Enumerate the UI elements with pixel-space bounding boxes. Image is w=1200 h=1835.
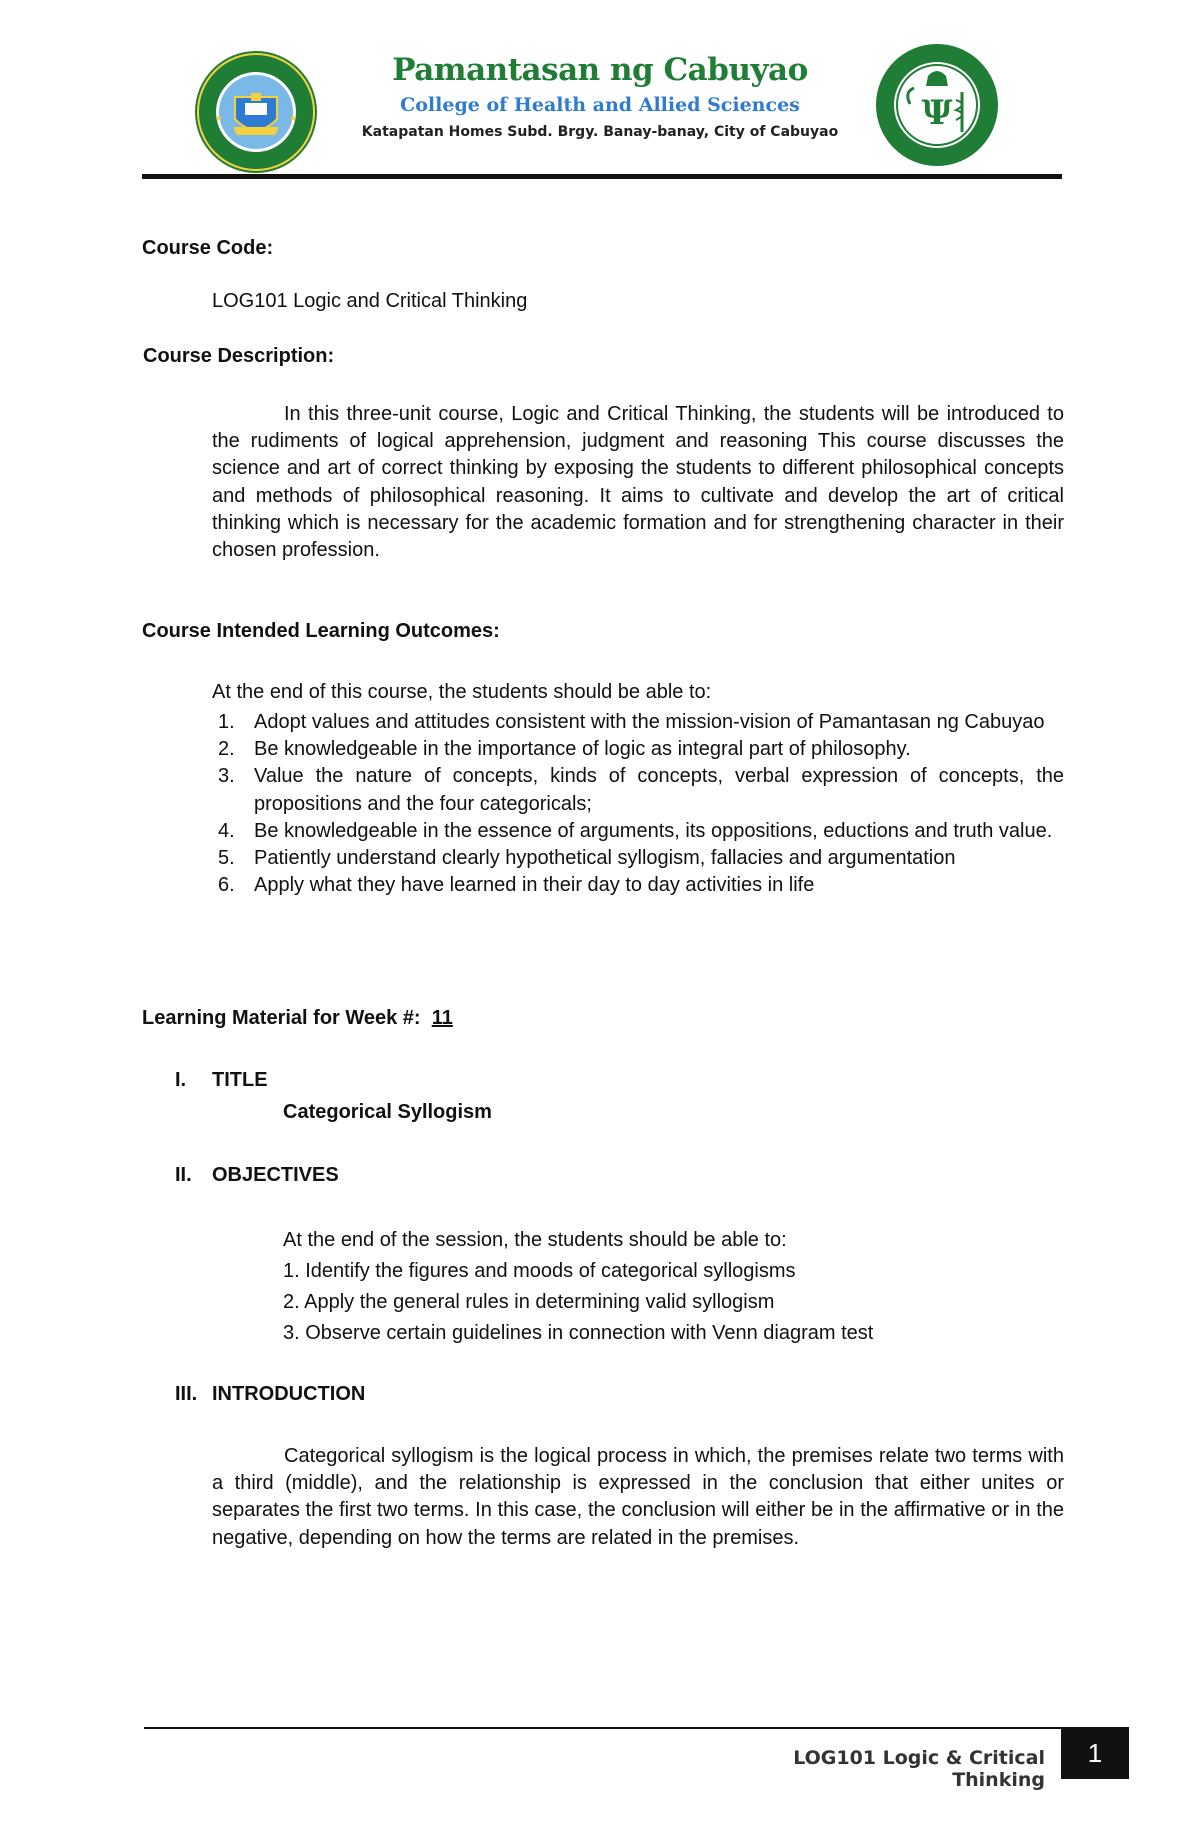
svg-text:Ψ: Ψ [921, 93, 953, 133]
section-number-introduction: III. [175, 1383, 198, 1405]
section-number-title: I. [175, 1069, 187, 1091]
section-heading-title: TITLE [212, 1069, 268, 1091]
college-address: Katapatan Homes Subd. Brgy. Banay-banay, City of Cabuyao [361, 124, 839, 140]
clo-label: Course Intended Learning Outcomes: [142, 620, 500, 642]
page-number: 1 [1061, 1728, 1129, 1779]
clo-list [212, 709, 1064, 899]
course-code-value: LOG101 Logic and Critical Thinking [212, 290, 528, 312]
course-description-body: In this three-unit course, Logic and Critical Thinking, the students will be introduced to the rudiments of logical apprehension, judgment and reasoning This course discusses the science and art of correct thinking by exposing the students to different philosophical concepts and methods of philosophical reasoning. It aims to cultivate and develop the art of critical thinking which is necessary for the academic formation and for strengthening character in their chosen profession. [212, 403, 1064, 562]
footer-course-title: LOG101 Logic & Critical Thinking [793, 1747, 1045, 1791]
list-item: 5. Patiently understand clearly hypothetical syllogism, fallacies and argumentation [218, 847, 956, 870]
list-item: 3. Observe certain guidelines in connection with Venn diagram test [283, 1322, 874, 1344]
week-line [142, 1007, 453, 1030]
course-description-label: Course Description: [143, 345, 335, 367]
course-description-text [212, 401, 1064, 564]
week-label: Learning Material for Week #: [142, 1007, 421, 1029]
list-item: 2. Apply the general rules in determining valid syllogism [283, 1291, 775, 1313]
clo-intro: At the end of this course, the students should be able to: [212, 681, 712, 703]
svg-text:★: ★ [289, 114, 298, 124]
college-name: College of Health and Allied Sciences [400, 94, 800, 116]
list-item: 1. Adopt values and attitudes consistent with the mission-vision of Pamantasan ng Cabuyao [218, 711, 1045, 733]
college-seal-logo [874, 42, 1000, 168]
list-item: 6. Apply what they have learned in their day to day activities in life [218, 874, 815, 897]
section-heading-introduction: INTRODUCTION [212, 1383, 366, 1405]
week-number: 11 [431, 1007, 453, 1029]
university-name: Pamantasan ng Cabuyao [392, 52, 808, 88]
list-item: 1. Identify the figures and moods of categorical syllogisms [283, 1260, 796, 1282]
svg-text:★: ★ [215, 114, 224, 124]
footer-rule [144, 1727, 1129, 1729]
section-number-objectives: II. [175, 1164, 192, 1186]
section-heading-objectives: OBJECTIVES [212, 1164, 339, 1186]
list-item: 2. Be knowledgeable in the importance of logic as integral part of philosophy. [218, 738, 911, 761]
lesson-title: Categorical Syllogism [283, 1101, 492, 1123]
header-rule [142, 174, 1062, 179]
course-code-label: Course Code: [142, 237, 274, 259]
list-item: 4. Be knowledgeable in the essence of arguments, its oppositions, eductions and truth value. [218, 819, 1053, 842]
list-item: 3. Value the nature of concepts, kinds of concepts, verbal expression of concepts, the propositions and the four categoricals; [218, 765, 1064, 815]
introduction-text [212, 1443, 1064, 1552]
introduction-body: Categorical syllogism is the logical process in which, the premises relate two terms with a third (middle), and the relationship is expressed in the conclusion that either unites or separates the first two terms. In this case, the conclusion will either be in the affirmative or in the negative, depending on how the terms are related in the premises. [212, 1445, 1064, 1549]
objectives-intro: At the end of the session, the students should be able to: [283, 1229, 787, 1251]
